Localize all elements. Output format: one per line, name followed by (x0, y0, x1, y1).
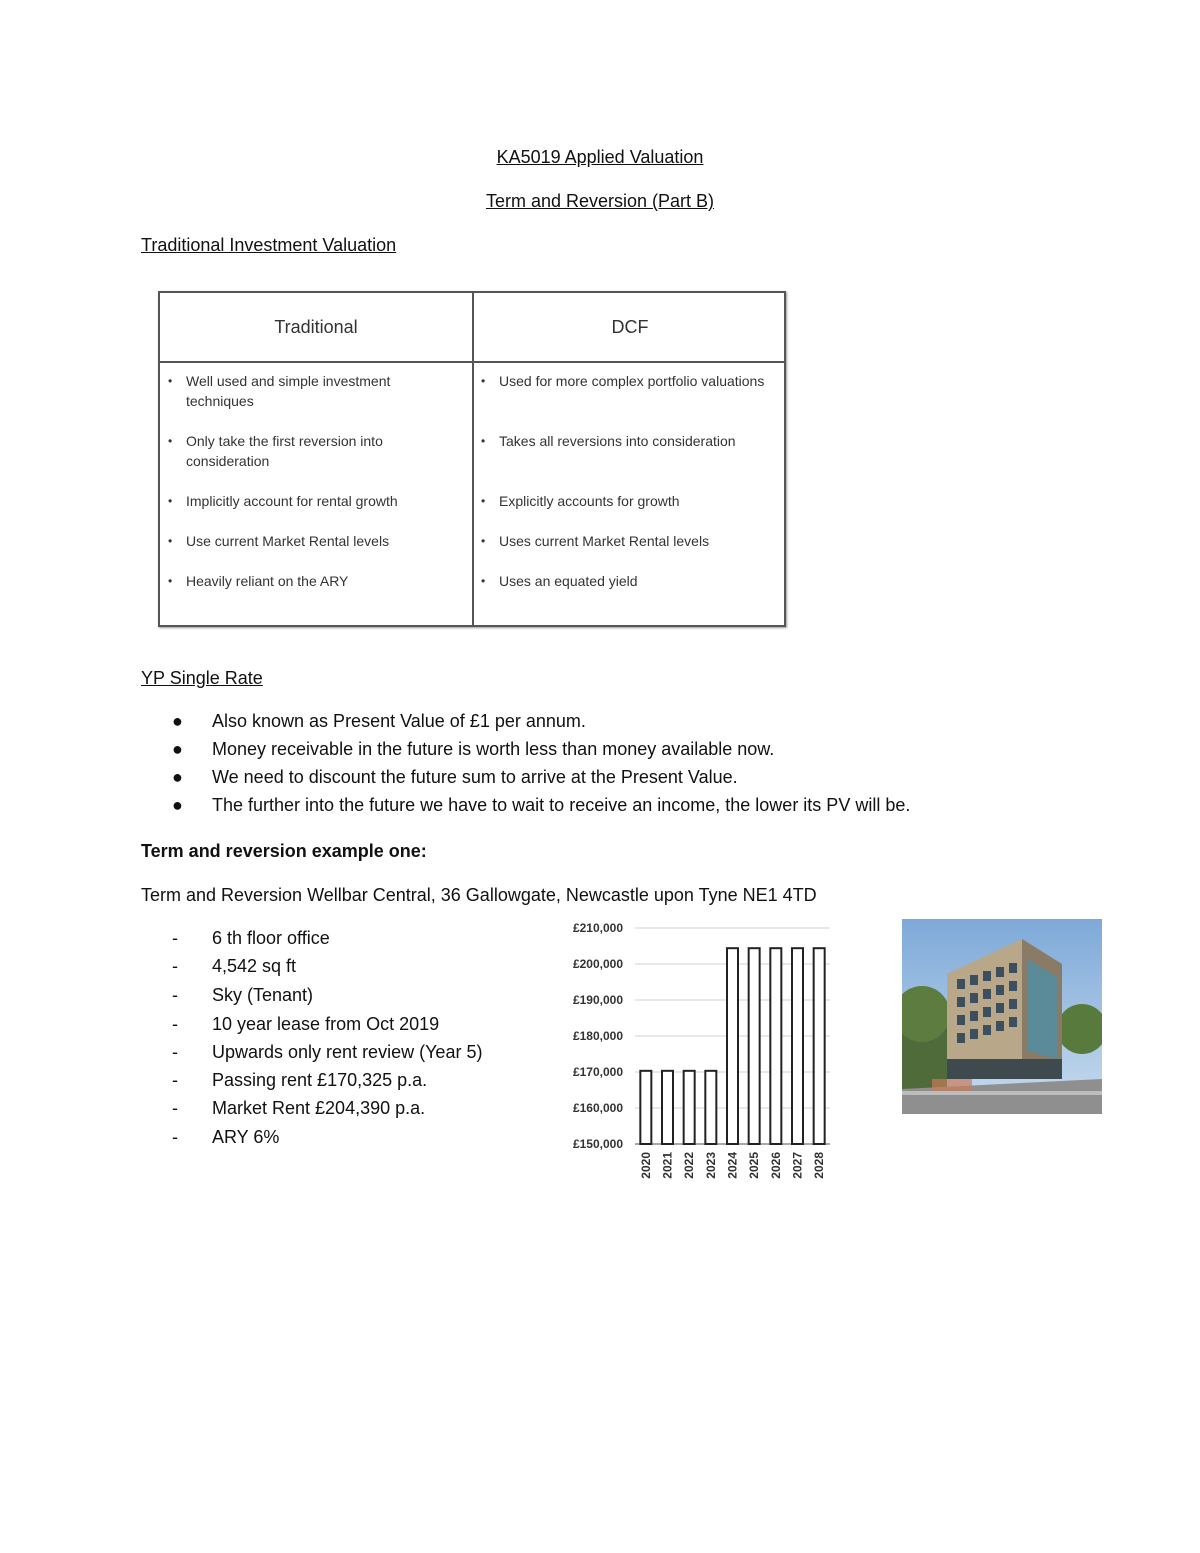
x-tick-label: 2027 (790, 1152, 805, 1179)
y-tick-label: £180,000 (572, 1029, 623, 1043)
table-column-dcf (473, 371, 778, 611)
bar-2020 (640, 1071, 651, 1144)
x-tick-label: 2022 (682, 1152, 697, 1179)
course-title: KA5019 Applied Valuation (496, 147, 704, 167)
dash-bullet: - (172, 1042, 178, 1062)
y-tick-label: £210,000 (572, 921, 623, 935)
rent-bar-chart (550, 915, 840, 1195)
detail-item: Passing rent £170,325 p.a. (212, 1070, 428, 1090)
yp-bullet-text: We need to discount the future sum to arrive at the Present Value. (212, 767, 738, 787)
table-header-dcf: DCF (611, 317, 649, 337)
detail-item: ARY 6% (212, 1127, 280, 1147)
x-tick-label: 2026 (768, 1152, 783, 1179)
x-tick-label: 2020 (638, 1152, 653, 1179)
x-tick-label: 2021 (660, 1152, 675, 1179)
bar-2027 (792, 948, 803, 1144)
detail-item: 4,542 sq ft (212, 956, 297, 976)
table-item: • Uses current Market Rental levels (473, 531, 778, 571)
table-item: • Well used and simple investment techniques (160, 371, 460, 431)
x-tick-label: 2025 (747, 1152, 762, 1179)
bar-2024 (727, 948, 738, 1144)
table-item: • Heavily reliant on the ARY (160, 571, 460, 611)
bullet-icon: ● (172, 739, 183, 759)
dash-bullet: - (172, 928, 178, 948)
table-item: • Use current Market Rental levels (160, 531, 460, 571)
x-tick-label: 2023 (703, 1152, 718, 1179)
table-item: • Used for more complex portfolio valuations (473, 371, 778, 431)
detail-item: Sky (Tenant) (212, 985, 314, 1005)
table-item: • Only take the first reversion into consideration (160, 431, 460, 491)
yp-bullet-text: Also known as Present Value of £1 per annum. (212, 711, 586, 731)
bar-2028 (814, 948, 825, 1144)
comparison-table (158, 291, 786, 627)
section-heading-traditional: Traditional Investment Valuation (141, 235, 397, 255)
detail-item: 10 year lease from Oct 2019 (212, 1014, 440, 1034)
table-item: • Takes all reversions into consideration (473, 431, 778, 491)
detail-item: Upwards only rent review (Year 5) (212, 1042, 483, 1062)
y-tick-label: £160,000 (572, 1101, 623, 1115)
dash-bullet: - (172, 985, 178, 1005)
y-tick-label: £190,000 (572, 993, 623, 1007)
bar-2026 (770, 948, 781, 1144)
example-heading: Term and reversion example one: (141, 841, 427, 861)
bar-2022 (684, 1071, 695, 1144)
detail-item: Market Rent £204,390 p.a. (212, 1098, 426, 1118)
property-line: Term and Reversion Wellbar Central, 36 Gallowgate, Newcastle upon Tyne NE1 4TD (141, 885, 817, 905)
building-photo (902, 919, 1102, 1114)
bar-2023 (705, 1071, 716, 1144)
dash-bullet: - (172, 1127, 178, 1147)
table-item: • Explicitly accounts for growth (473, 491, 778, 531)
yp-bullet-text: Money receivable in the future is worth less than money available now. (212, 739, 775, 759)
dash-bullet: - (172, 956, 178, 976)
table-header-traditional: Traditional (274, 317, 358, 337)
table-item: • Implicitly account for rental growth (160, 491, 460, 531)
bullet-icon: ● (172, 767, 183, 787)
dash-bullet: - (172, 1070, 178, 1090)
table-column-traditional (160, 371, 460, 611)
yp-bullet-text: The further into the future we have to wait to receive an income, the lower its PV will be. (212, 795, 911, 815)
table-item: • Uses an equated yield (473, 571, 778, 611)
y-tick-label: £200,000 (572, 957, 623, 971)
bullet-icon: ● (172, 711, 183, 731)
y-tick-label: £170,000 (572, 1065, 623, 1079)
y-tick-label: £150,000 (572, 1137, 623, 1151)
dash-bullet: - (172, 1098, 178, 1118)
x-tick-label: 2028 (812, 1152, 827, 1179)
bullet-icon: ● (172, 795, 183, 815)
dash-bullet: - (172, 1014, 178, 1034)
page-subtitle: Term and Reversion (Part B) (485, 191, 715, 211)
table-header-divider (160, 361, 784, 363)
section-heading-yp: YP Single Rate (141, 668, 263, 688)
x-tick-label: 2024 (725, 1152, 740, 1179)
bar-2021 (662, 1071, 673, 1144)
bar-2025 (749, 948, 760, 1144)
detail-item: 6 th floor office (212, 928, 330, 948)
